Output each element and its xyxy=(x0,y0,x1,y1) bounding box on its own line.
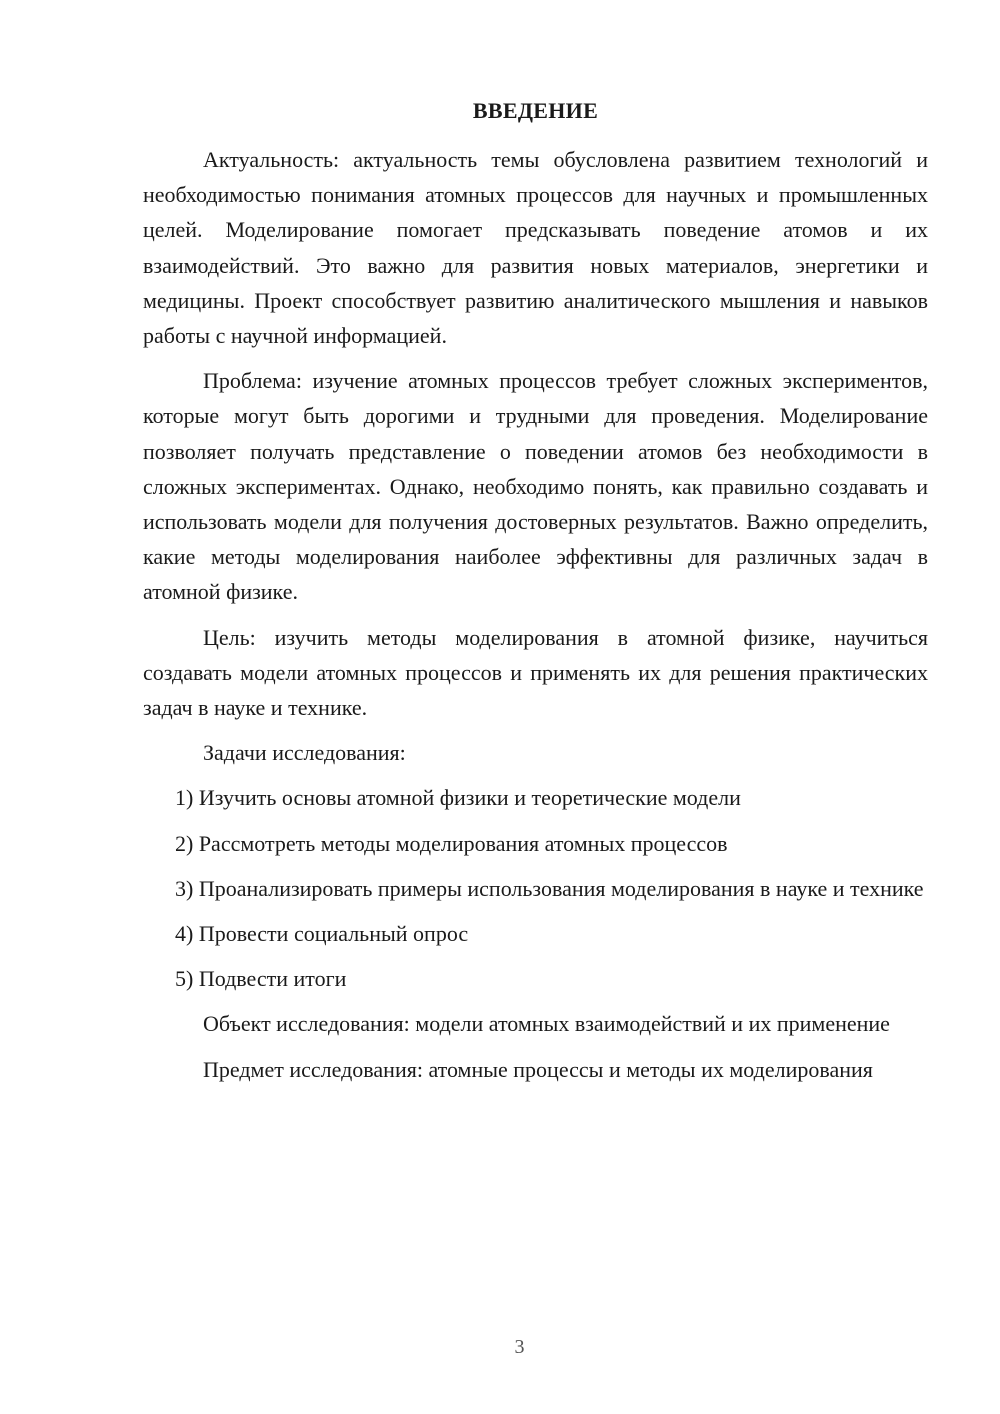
object-paragraph: Объект исследования: модели атомных взаимодействий и их применение xyxy=(203,1011,890,1037)
task-item: 2) Рассмотреть методы моделирования атомных процессов xyxy=(175,830,728,856)
task-item: 3) Проанализировать примеры использования моделирования в науке и технике xyxy=(175,875,924,901)
relevance-paragraph: Актуальность: актуальность темы обусловлена развитием технологий и необходимостью понимания атомных процессов для научных и промышленных целей. Моделирование помогает предсказывать поведение атомов и их взаимодействий. Это важно для развития новых материалов, энергетики и медицины. Проект способствует развитию аналитического мышления и навыков работы с научной информацией. xyxy=(143,147,928,349)
subject-paragraph: Предмет исследования: атомные процессы и методы их моделирования xyxy=(203,1056,873,1082)
task-item: 5) Подвести итоги xyxy=(175,966,347,992)
task-item: 4) Провести социальный опрос xyxy=(175,921,469,947)
document-page xyxy=(143,0,928,1414)
task-item: 1) Изучить основы атомной физики и теоретические модели xyxy=(175,785,741,811)
page-title: ВВЕДЕНИЕ xyxy=(472,98,599,123)
tasks-title: Задачи исследования: xyxy=(203,740,406,766)
problem-paragraph: Проблема: изучение атомных процессов требует сложных экспериментов, которые могут быть дорогими и трудными для проведения. Моделирование позволяет получать представление о поведении атомов без необходимости в сложных экспериментах. Однако, необходимо понять, как правильно создавать и использовать модели для получения достоверных результатов. Важно определить, какие методы моделирования наиболее эффективны для различных задач в атомной физике. xyxy=(143,368,928,605)
introduction-body xyxy=(143,142,928,1097)
page-number: 3 xyxy=(514,1336,525,1358)
goal-paragraph: Цель: изучить методы моделирования в атомной физике, научиться создавать модели атомных процессов и применять их для решения практических задач в науке и технике. xyxy=(143,624,928,721)
